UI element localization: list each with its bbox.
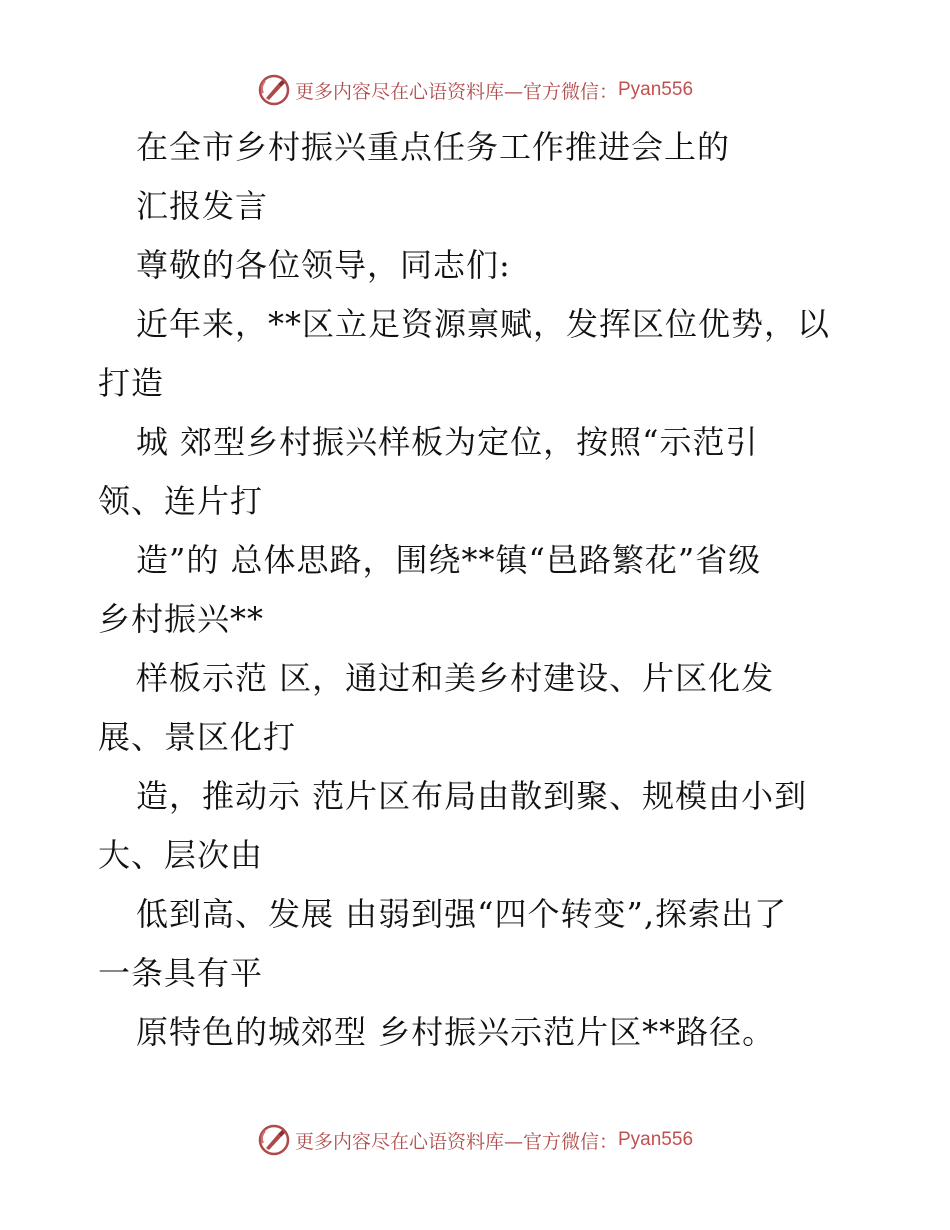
paragraph-line: 近年来，**区立足资源禀赋，发挥区位优势，以 bbox=[136, 305, 831, 343]
paragraph-line: 原特色的城郊型 乡村振兴示范片区**路径。 bbox=[136, 1013, 776, 1051]
footer-watermark bbox=[0, 1120, 950, 1160]
paragraph-line: 打造 bbox=[98, 364, 165, 402]
pen-logo-icon bbox=[257, 73, 291, 107]
paragraph-line: 展、景区化打 bbox=[98, 718, 297, 756]
pen-logo-icon bbox=[257, 1123, 291, 1157]
paragraph-line: 大、层次由 bbox=[98, 836, 264, 874]
header-watermark bbox=[0, 70, 950, 110]
watermark-wechat-id: Pyan556 bbox=[618, 79, 694, 100]
watermark-text: 更多内容尽在心语资料库—官方微信： bbox=[294, 1130, 618, 1153]
salutation: 尊敬的各位领导，同志们: bbox=[136, 246, 511, 284]
title-line-1: 在全市乡村振兴重点任务工作推进会上的 bbox=[136, 128, 731, 166]
paragraph-line: 样板示范 区，通过和美乡村建设、片区化发 bbox=[136, 659, 775, 697]
watermark-text: 更多内容尽在心语资料库—官方微信： bbox=[294, 80, 618, 103]
paragraph-line: 造，推动示 范片区布局由散到聚、规模由小到 bbox=[136, 777, 808, 815]
paragraph-line: 城 郊型乡村振兴样板为定位，按照“示范引 bbox=[136, 423, 759, 461]
paragraph-line: 造”的 总体思路，围绕**镇“邑路繁花”省级 bbox=[136, 541, 762, 579]
paragraph-line: 领、连片打 bbox=[98, 482, 264, 520]
watermark-wechat-id: Pyan556 bbox=[618, 1129, 694, 1150]
title-line-2: 汇报发言 bbox=[136, 187, 269, 225]
paragraph-line: 一条具有平 bbox=[98, 954, 264, 992]
paragraph-line: 乡村振兴** bbox=[98, 600, 265, 638]
paragraph-line: 低到高、发展 由弱到强“四个转变”,探索出了 bbox=[136, 895, 788, 933]
